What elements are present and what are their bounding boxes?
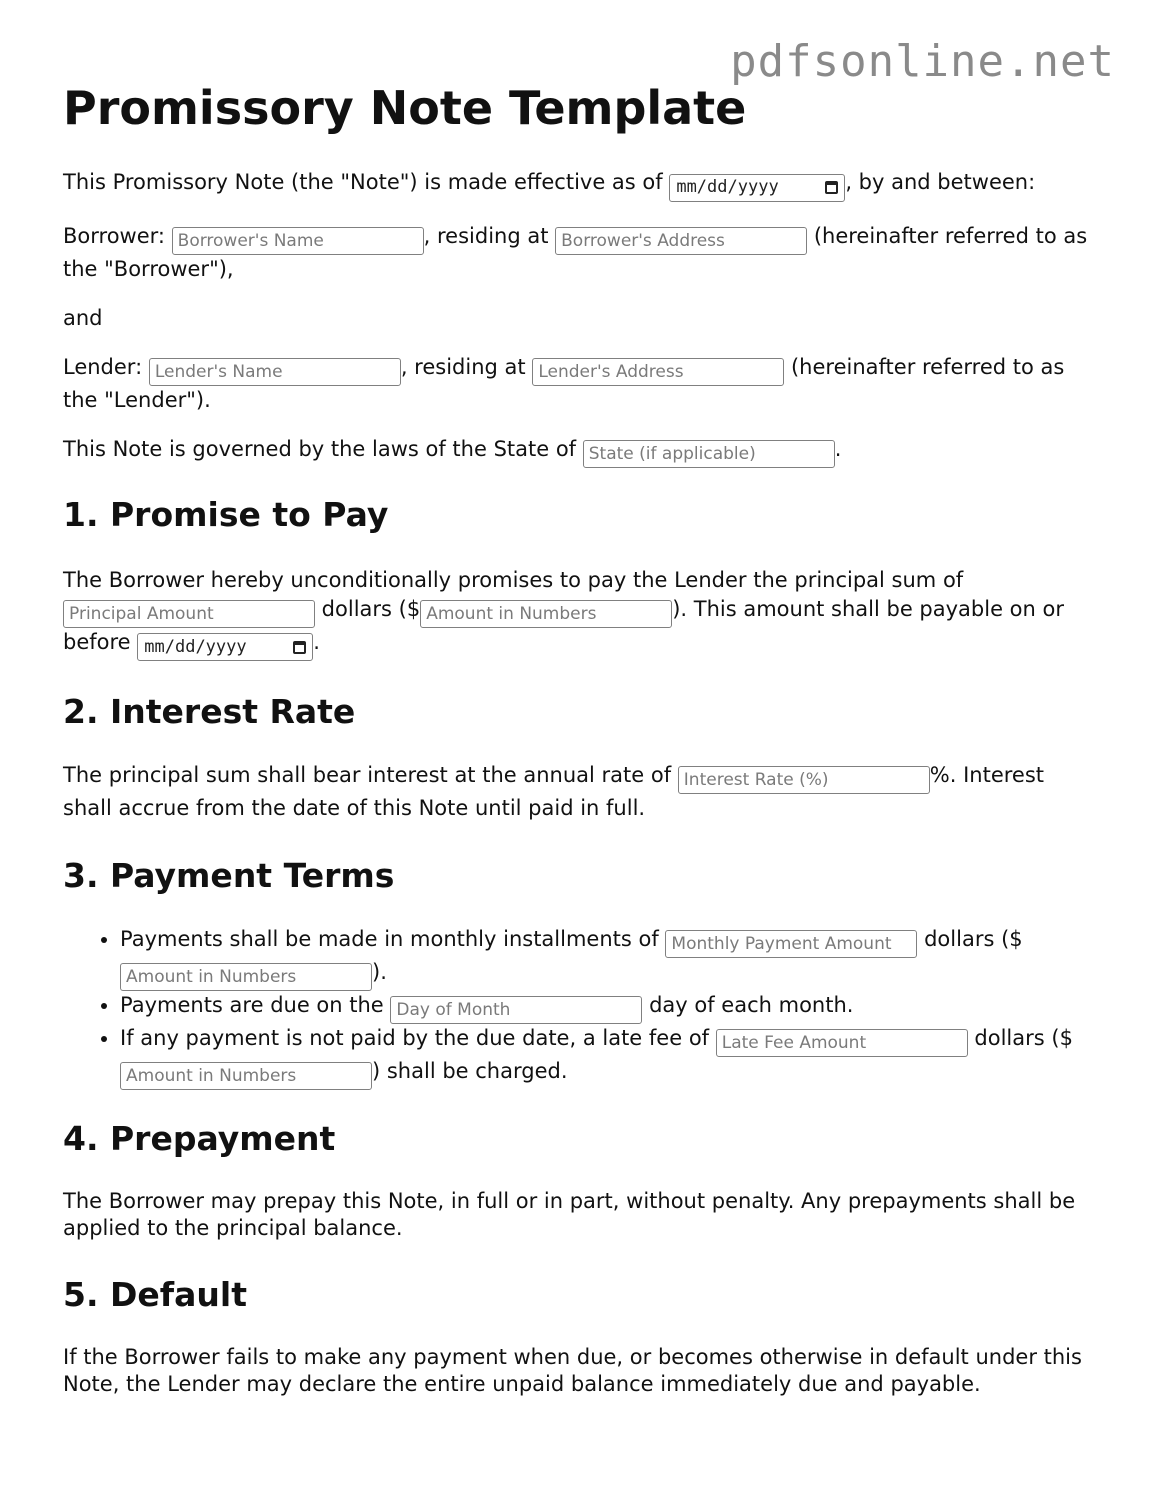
governing-paragraph: [63, 435, 1088, 468]
borrower-label: Borrower:: [63, 223, 172, 248]
due-day-text-1: Payments are due on the: [120, 993, 391, 1017]
list-item: [120, 1024, 1088, 1090]
default-paragraph: If the Borrower fails to make any payment when due, or becomes otherwise in default under this Note, the Lender may declare the entire unpaid balance immediately due and payable.: [63, 1345, 1082, 1396]
section-heading-prepayment: 4. Prepayment: [63, 1119, 336, 1158]
interest-paragraph: [63, 761, 1088, 823]
intro-text-before: This Promissory Note (the "Note") is made effective as of: [63, 170, 670, 194]
installment-text-3: ).: [372, 960, 387, 984]
state-input[interactable]: [583, 440, 835, 468]
interest-text-2: %. Interest shall accrue from the date of this Note until paid in full.: [63, 763, 1045, 820]
interest-rate-input[interactable]: [678, 766, 930, 794]
monthly-payment-input[interactable]: [665, 930, 917, 958]
principal-numbers-input[interactable]: [420, 600, 672, 628]
section-heading-interest: 2. Interest Rate: [63, 692, 356, 731]
due-date-placeholder: mm/dd/yyyy: [144, 636, 247, 657]
lender-label: Lender:: [63, 354, 149, 379]
late-fee-numbers-input[interactable]: [120, 1062, 372, 1090]
borrower-name-input[interactable]: [172, 227, 424, 255]
list-item: [120, 925, 1088, 991]
borrower-residing-text: , residing at: [423, 223, 556, 248]
borrower-paragraph: [63, 222, 1088, 284]
due-date-input[interactable]: [137, 633, 313, 661]
lender-name-input[interactable]: [149, 358, 401, 386]
borrower-tail-text: (hereinafter referred to as the "Borrower"),: [63, 223, 1088, 281]
due-day-text-2: day of each month.: [642, 993, 854, 1017]
effective-date-input[interactable]: [669, 174, 845, 202]
calendar-icon[interactable]: [825, 181, 838, 194]
lender-tail-text: (hereinafter referred to as the "Lender").: [63, 354, 1065, 412]
promise-text-4: .: [313, 629, 320, 654]
governing-text-before: This Note is governed by the laws of the State of: [63, 436, 583, 461]
principal-amount-input[interactable]: [63, 600, 315, 628]
payment-terms-list: [63, 925, 1088, 1090]
effective-date-placeholder: mm/dd/yyyy: [676, 177, 779, 197]
and-text: and: [63, 305, 103, 330]
promise-text-2: dollars ($: [315, 596, 421, 621]
calendar-icon[interactable]: [293, 641, 306, 654]
lender-paragraph: [63, 353, 1088, 415]
intro-text-after: , by and between:: [845, 170, 1036, 194]
document-body: [63, 78, 1088, 1418]
prepayment-paragraph: The Borrower may prepay this Note, in full or in part, without penalty. Any prepayments shall be applied to the principal balance.: [63, 1189, 1076, 1240]
section-heading-default: 5. Default: [63, 1275, 247, 1314]
governing-text-after: .: [834, 436, 842, 461]
list-item: [120, 991, 1088, 1024]
promise-text-1: The Borrower hereby unconditionally promises to pay the Lender the principal sum of: [63, 567, 964, 592]
late-fee-text-3: ) shall be charged.: [372, 1059, 568, 1083]
late-fee-text-2: dollars ($: [967, 1026, 1073, 1050]
day-of-month-input[interactable]: [390, 996, 642, 1024]
section-heading-payment-terms: 3. Payment Terms: [63, 856, 395, 895]
interest-text-1: The principal sum shall bear interest at the annual rate of: [63, 763, 678, 787]
lender-address-input[interactable]: [532, 358, 784, 386]
borrower-address-input[interactable]: [555, 227, 807, 255]
installment-text-2: dollars ($: [917, 927, 1023, 951]
intro-paragraph: [63, 168, 1088, 202]
section-heading-promise: 1. Promise to Pay: [63, 494, 389, 534]
lender-residing-text: , residing at: [400, 354, 533, 379]
monthly-numbers-input[interactable]: [120, 963, 372, 991]
watermark: pdfsonline.net: [730, 36, 1115, 87]
late-fee-text-1: If any payment is not paid by the due date, a late fee of: [120, 1026, 716, 1050]
installment-text-1: Payments shall be made in monthly installments of: [120, 927, 666, 951]
promise-text-3: ). This amount shall be payable on or before: [63, 596, 1064, 654]
page-title: Promissory Note Template: [63, 81, 747, 135]
late-fee-input[interactable]: [716, 1029, 968, 1057]
promise-paragraph: [63, 566, 1088, 662]
